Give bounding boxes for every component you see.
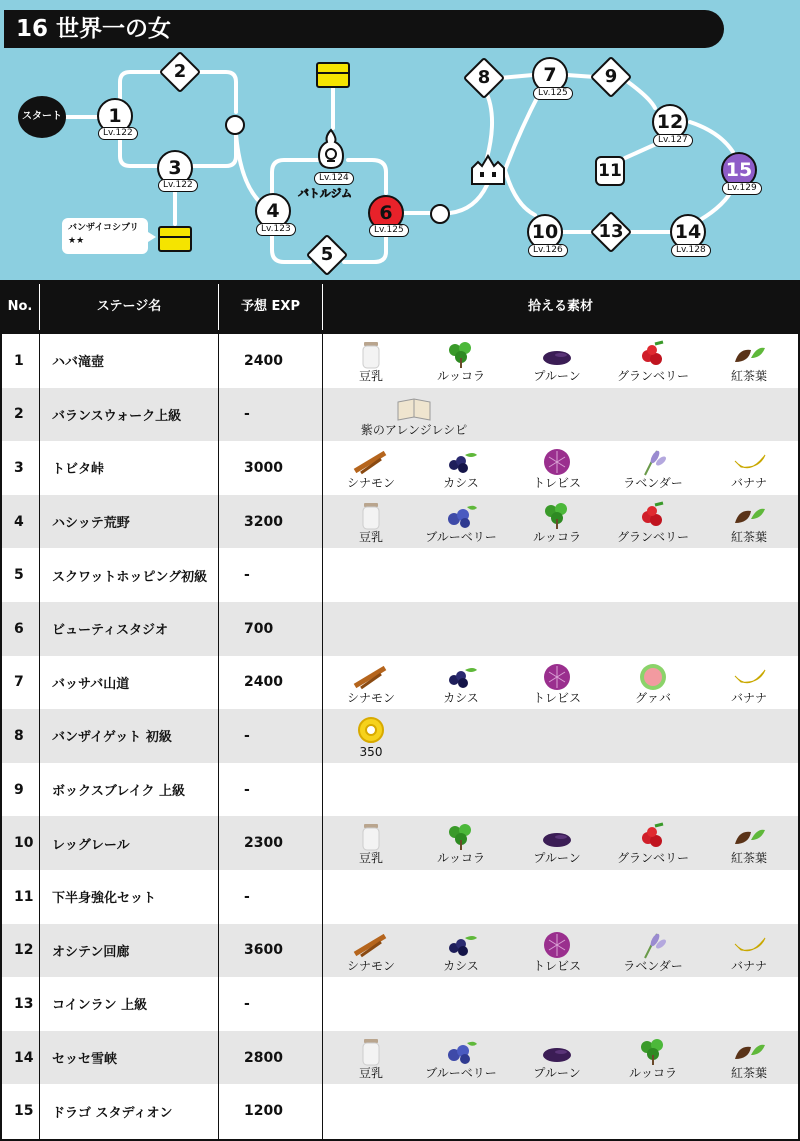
stage-number: 3 [14, 459, 24, 476]
stage-number: 9 [14, 781, 24, 798]
material-list [324, 656, 798, 710]
stage-exp: - [244, 781, 250, 798]
stage-node-6[interactable]: 6 [368, 195, 404, 231]
material-item [414, 818, 508, 868]
stage-name: バランスウォーク上級 [52, 408, 182, 424]
world-map [0, 0, 800, 280]
stage-level-10: Lv.126 [528, 244, 568, 257]
column-divider [218, 334, 219, 1139]
stage-node-10[interactable]: 10 [527, 214, 563, 250]
material-item [510, 1033, 604, 1083]
material-label: ブルーベリー [425, 1065, 497, 1080]
stage-exp: - [244, 567, 250, 584]
stage-exp: 3200 [244, 513, 283, 530]
material-item [510, 818, 604, 868]
material-item [702, 1033, 796, 1083]
material-label: 紅茶葉 [730, 1065, 767, 1080]
header-no: No. [7, 299, 33, 314]
table-row[interactable] [2, 763, 798, 817]
stage-exp: 2800 [244, 1049, 283, 1066]
stage-number: 8 [14, 727, 24, 744]
material-label: プルーン [533, 851, 581, 866]
material-label: グァバ [634, 690, 671, 705]
stage-number: 11 [14, 888, 34, 905]
material-item [606, 926, 700, 976]
stage-number: 10 [14, 835, 34, 852]
material-label: カシス [443, 690, 479, 705]
material-list [324, 388, 798, 442]
material-label: 350 [359, 745, 383, 760]
table-row[interactable] [2, 709, 798, 763]
battle-gym-icon[interactable] [313, 128, 349, 172]
material-list [324, 1031, 798, 1085]
stage-name: コインラン 上級 [52, 998, 148, 1014]
stage-node-11[interactable]: 11 [595, 156, 625, 186]
stage-level-6: Lv.125 [369, 224, 409, 237]
stage-number: 4 [14, 513, 24, 530]
stage-level-14: Lv.128 [671, 244, 711, 257]
material-label: プルーン [533, 1065, 581, 1080]
material-label: トレビス [532, 690, 581, 705]
material-label: ルッコラ [436, 851, 485, 866]
material-label: ルッコラ [436, 369, 485, 383]
material-item [324, 443, 418, 493]
material-item [702, 336, 796, 386]
stage-name: ボックスブレイク 上級 [52, 784, 185, 800]
material-item [324, 497, 418, 547]
material-list [324, 977, 798, 1031]
stage-name: レッグレール [52, 837, 130, 853]
material-item [324, 658, 418, 708]
castle-icon[interactable] [470, 154, 506, 186]
table-row[interactable] [2, 870, 798, 924]
stage-name: トビタ峠 [52, 462, 105, 478]
material-label: グランベリー [616, 369, 689, 383]
material-label: プルーン [533, 369, 581, 383]
material-item [606, 1033, 700, 1083]
material-item [510, 497, 604, 547]
stage-name: ビューティスタジオ [52, 623, 168, 639]
gym-label: バトルジム [298, 187, 353, 200]
path-junction [430, 204, 450, 224]
material-list [324, 495, 798, 549]
stage-name: バンザイゲット 初級 [52, 730, 172, 746]
material-list [324, 870, 798, 924]
table-row[interactable] [2, 495, 798, 549]
stage-level-3: Lv.122 [158, 179, 198, 192]
material-item [414, 658, 508, 708]
material-list [324, 1084, 798, 1138]
material-label: シナモン [346, 476, 395, 491]
stage-level-1: Lv.122 [98, 127, 138, 140]
stage-number: 1 [14, 352, 24, 369]
page-title: 16 世界一の女 [4, 10, 724, 48]
material-label: 紅茶葉 [730, 529, 767, 544]
material-item [510, 926, 604, 976]
stage-number: 13 [598, 221, 624, 242]
material-item [606, 336, 700, 386]
table-row[interactable] [2, 602, 798, 656]
stage-number: 2 [173, 61, 187, 82]
material-item [414, 336, 508, 386]
material-label: シナモン [346, 690, 395, 705]
material-label: カシス [443, 476, 479, 491]
table-row[interactable] [2, 388, 798, 442]
material-label: バナナ [730, 690, 767, 705]
material-item [702, 926, 796, 976]
material-list [324, 763, 798, 817]
ring-coin-icon [351, 715, 391, 749]
enemy-bubble [62, 218, 148, 254]
material-item [324, 818, 418, 868]
table-row[interactable] [2, 977, 798, 1031]
stage-name: ドラゴ スタディオン [52, 1105, 173, 1121]
table-row[interactable] [2, 816, 798, 870]
header-exp: 予想 EXP [241, 299, 300, 314]
material-list [324, 924, 798, 978]
material-item [702, 818, 796, 868]
header-materials: 拾える素材 [527, 299, 593, 314]
stage-name: ハシッテ荒野 [52, 516, 130, 532]
material-list [324, 602, 798, 656]
stage-node-4[interactable]: 4 [255, 193, 291, 229]
material-label: 紫のアレンジレシピ [360, 422, 468, 437]
material-label: グランベリー [616, 851, 689, 866]
gym-level: Lv.124 [314, 172, 354, 185]
stage-exp: 2300 [244, 835, 283, 852]
material-label: ラベンダー [623, 958, 683, 973]
stage-node-1[interactable]: 1 [97, 98, 133, 134]
material-label: グランベリー [616, 529, 689, 544]
material-item [606, 497, 700, 547]
material-label: ラベンダー [623, 476, 683, 491]
start-marker[interactable]: スタート [18, 96, 66, 138]
path-junction [225, 115, 245, 135]
material-item [702, 443, 796, 493]
stage-level-7: Lv.125 [533, 87, 573, 100]
stage-exp: - [244, 888, 250, 905]
material-item [510, 658, 604, 708]
stage-exp: - [244, 406, 250, 423]
stage-name: スクワットホッピング初級 [52, 569, 208, 585]
material-label: カシス [443, 958, 479, 973]
material-label: ルッコラ [628, 1065, 677, 1080]
stage-exp: 700 [244, 620, 274, 637]
material-label: バナナ [730, 958, 767, 973]
stage-exp: 1200 [244, 1103, 283, 1120]
material-label: ブルーベリー [425, 529, 497, 544]
table-row[interactable] [2, 548, 798, 602]
material-item [414, 1033, 508, 1083]
material-item [606, 658, 700, 708]
treasure-chest-icon[interactable] [316, 62, 350, 88]
stage-number: 2 [14, 406, 24, 423]
stage-node-7[interactable]: 7 [532, 57, 568, 93]
treasure-chest-icon[interactable] [158, 226, 192, 252]
material-item [702, 658, 796, 708]
material-label: 豆乳 [358, 529, 383, 544]
stage-number: 12 [14, 942, 34, 959]
stage-number: 13 [14, 995, 34, 1012]
header-stage-name: ステージ名 [96, 299, 162, 314]
stage-name: セッセ雪峡 [52, 1052, 118, 1068]
material-item [414, 497, 508, 547]
table-row[interactable] [2, 1031, 798, 1085]
stage-number: 5 [320, 244, 334, 265]
stage-exp: 3000 [244, 459, 283, 476]
stage-number: 14 [14, 1049, 34, 1066]
material-item [510, 336, 604, 386]
stage-number: 6 [14, 620, 24, 637]
stage-name: ハバ滝壺 [52, 355, 105, 371]
material-label: 紅茶葉 [730, 851, 767, 866]
material-list [324, 816, 798, 870]
material-list [324, 334, 798, 388]
stage-node-15[interactable]: 15 [721, 152, 757, 188]
stage-level-4: Lv.123 [256, 223, 296, 236]
material-item [702, 497, 796, 547]
table-row[interactable] [2, 334, 798, 388]
material-label: ルッコラ [532, 529, 581, 544]
stage-node-3[interactable]: 3 [157, 150, 193, 186]
table-row[interactable] [2, 656, 798, 710]
material-item [324, 711, 418, 761]
material-item [324, 926, 418, 976]
material-label: 豆乳 [358, 851, 383, 866]
stage-exp: 2400 [244, 674, 283, 691]
column-divider [39, 334, 40, 1139]
stage-exp: - [244, 727, 250, 744]
stage-level-12: Lv.127 [653, 134, 693, 147]
material-item [324, 336, 418, 386]
table-row[interactable] [2, 1084, 798, 1138]
enemy-name: バンザイコシブリ [68, 223, 139, 233]
material-list [324, 709, 798, 763]
material-list [324, 441, 798, 495]
material-label: 紅茶葉 [730, 369, 767, 383]
material-label: トレビス [532, 476, 581, 491]
material-label: 豆乳 [358, 1065, 383, 1080]
material-item [414, 443, 508, 493]
table-row[interactable] [2, 924, 798, 978]
table-header [2, 280, 798, 334]
column-divider [322, 334, 323, 1139]
material-item [606, 818, 700, 868]
material-item [414, 926, 508, 976]
stage-table [0, 280, 800, 1141]
stage-exp: 3600 [244, 942, 283, 959]
stage-number: 5 [14, 567, 24, 584]
stage-exp: - [244, 995, 250, 1012]
stage-name: 下半身強化セット [52, 891, 157, 907]
stage-node-12[interactable]: 12 [652, 104, 688, 140]
stage-exp: 2400 [244, 352, 283, 369]
material-label: シナモン [346, 958, 395, 973]
enemy-stars: ★★ [68, 236, 85, 246]
table-row[interactable] [2, 441, 798, 495]
stage-node-14[interactable]: 14 [670, 214, 706, 250]
stage-name: オシテン回廊 [52, 944, 130, 960]
stage-number: 15 [14, 1103, 34, 1120]
material-label: 豆乳 [358, 369, 383, 383]
material-item [324, 1033, 418, 1083]
stage-name: バッサバ山道 [52, 676, 130, 692]
stage-number: 7 [14, 674, 24, 691]
material-label: バナナ [730, 476, 767, 491]
material-item [334, 390, 494, 440]
stage-number: 8 [477, 67, 491, 88]
stage-number: 9 [604, 66, 618, 87]
stage-level-15: Lv.129 [722, 182, 762, 195]
material-list [324, 548, 798, 602]
material-item [606, 443, 700, 493]
material-item [510, 443, 604, 493]
material-label: トレビス [532, 958, 581, 973]
